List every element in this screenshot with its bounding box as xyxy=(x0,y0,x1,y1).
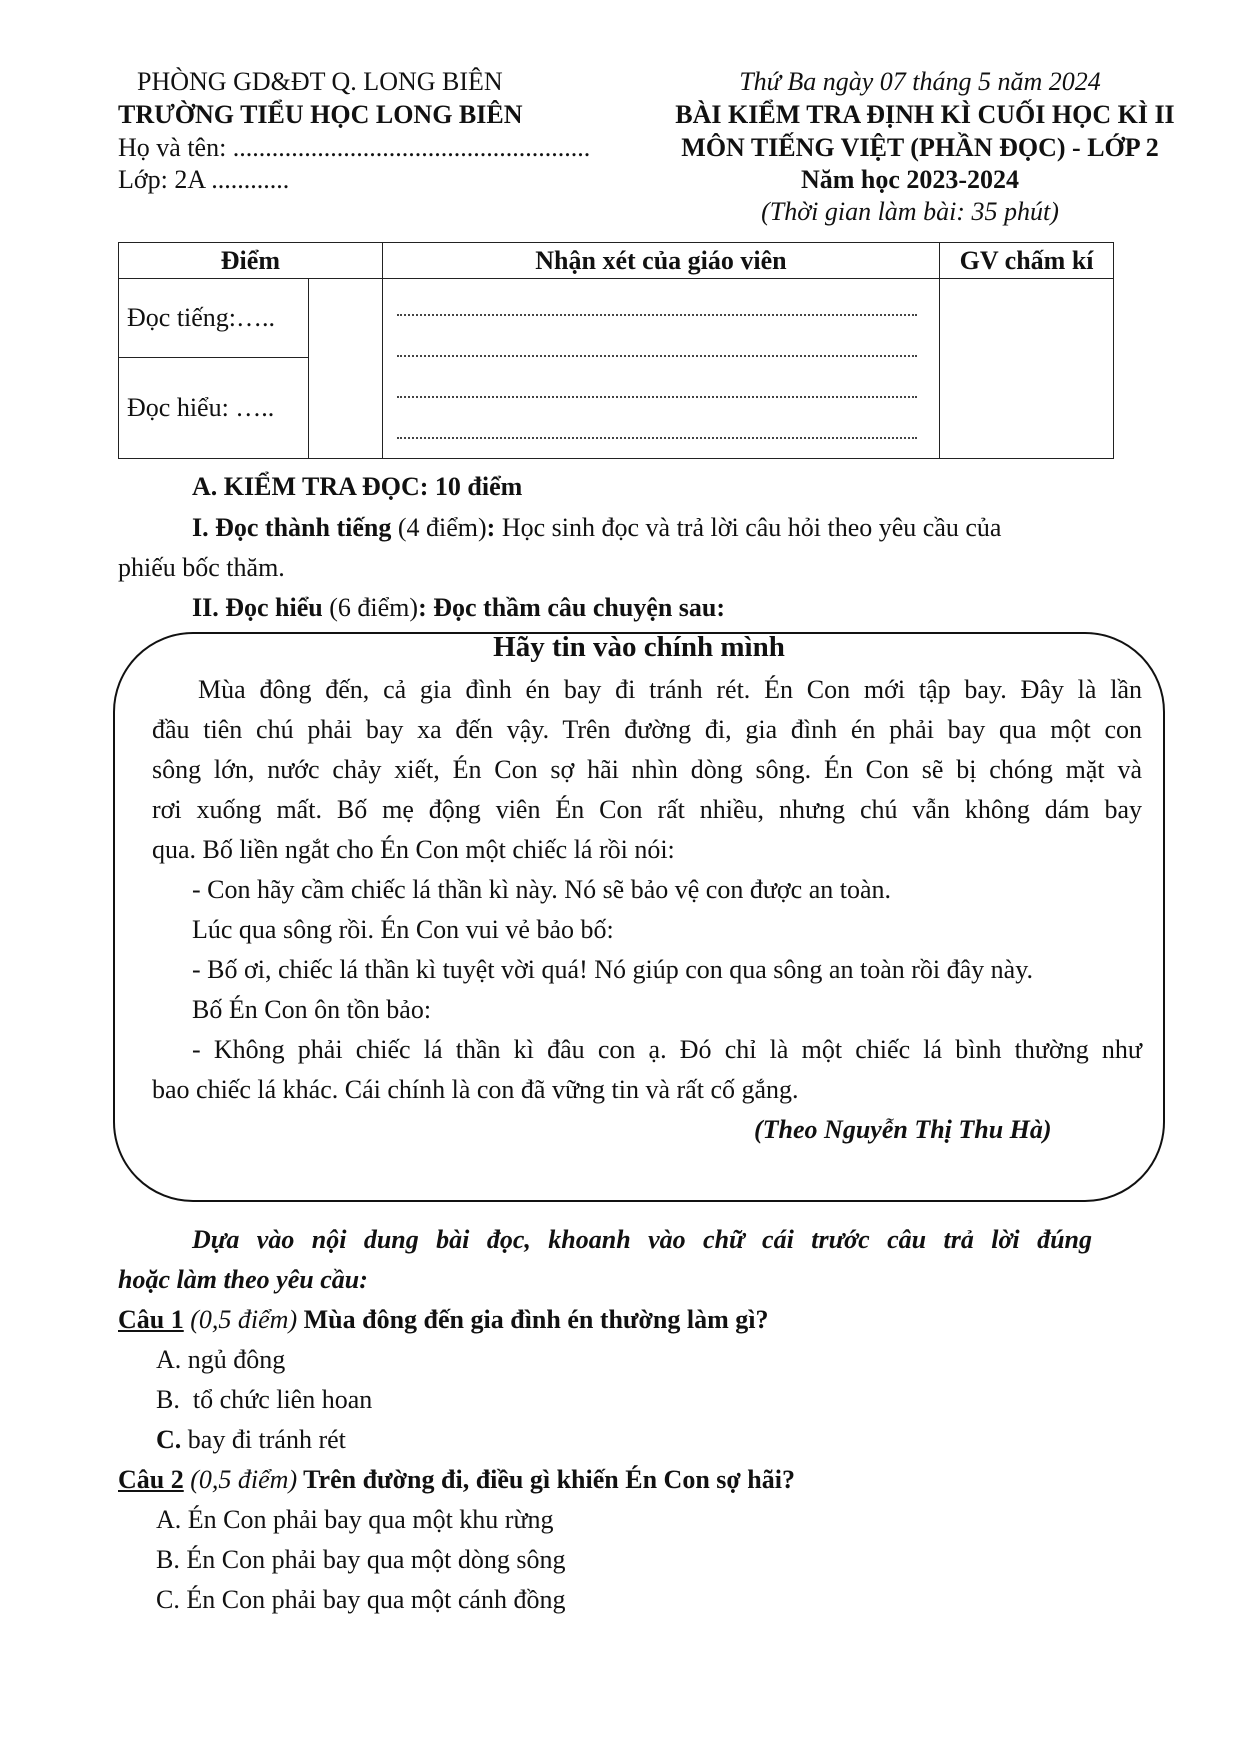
option-text: Én Con phải bay qua một dòng sông xyxy=(186,1545,566,1574)
answer-option-2a[interactable] xyxy=(156,1504,554,1535)
school-name: TRƯỜNG TIỂU HỌC LONG BIÊN xyxy=(118,100,523,129)
department-name: PHÒNG GD&ĐT Q. LONG BIÊN xyxy=(137,67,503,96)
part2-points: (6 điểm) xyxy=(322,593,419,622)
school-year: Năm học 2023-2024 xyxy=(800,165,1020,194)
story-line: đầu tiên chú phải bay xa đến vậy. Trên đường đi, gia đình én phải bay qua một con xyxy=(152,715,1142,744)
answer-option-1c[interactable] xyxy=(156,1424,346,1455)
option-letter: B. xyxy=(156,1385,180,1414)
answer-option-2c[interactable] xyxy=(156,1584,565,1615)
comment-column-header: Nhận xét của giáo viên xyxy=(382,243,939,279)
story-line: Lúc qua sông rồi. Én Con vui vẻ bảo bố: xyxy=(192,915,614,944)
score-column-header: Điểm xyxy=(119,243,383,279)
exam-date: Thứ Ba ngày 07 tháng 5 năm 2024 xyxy=(739,67,1101,96)
score-table xyxy=(118,242,1114,459)
part2-line xyxy=(192,592,725,623)
section-a-title: A. KIỂM TRA ĐỌC: 10 điểm xyxy=(192,472,523,501)
story-line: Bố Én Con ôn tồn bảo: xyxy=(192,995,432,1024)
reading-aloud-score-label: Đọc tiếng:….. xyxy=(119,279,309,358)
teacher-comment-cell[interactable] xyxy=(382,279,939,459)
option-letter: A. xyxy=(156,1345,182,1374)
exam-title: BÀI KIỂM TRA ĐỊNH KÌ CUỐI HỌC KÌ II xyxy=(675,100,1175,129)
question-text: Mùa đông đến gia đình én thường làm gì? xyxy=(297,1305,769,1334)
question-number: Câu 2 xyxy=(118,1465,184,1494)
part1-colon: : xyxy=(486,513,496,542)
reading-comprehension-score-label: Đọc hiểu: ….. xyxy=(119,358,309,459)
option-text: Én Con phải bay qua một khu rừng xyxy=(187,1505,554,1534)
option-letter: C. xyxy=(156,1585,180,1614)
story-line: bao chiếc lá khác. Cái chính là con đã vững tin và rất cố gắng. xyxy=(152,1075,799,1104)
story-source: (Theo Nguyễn Thị Thu Hà) xyxy=(754,1115,1052,1144)
instruction-line: hoặc làm theo yêu cầu: xyxy=(118,1265,368,1294)
teacher-signature-cell[interactable] xyxy=(940,279,1114,459)
story-line: Mùa đông đến, cả gia đình én bay đi tránh rét. Én Con mới tập bay. Đây là lần xyxy=(198,675,1142,704)
option-letter: A. xyxy=(156,1505,182,1534)
part2-text: : Đọc thầm câu chuyện sau: xyxy=(418,593,726,622)
option-text: Én Con phải bay qua một cánh đồng xyxy=(186,1585,566,1614)
student-name-field[interactable]: Họ và tên: ....................................................... xyxy=(118,133,591,162)
part1-text-cont: phiếu bốc thăm. xyxy=(118,553,285,582)
question-2 xyxy=(118,1464,795,1495)
comment-line xyxy=(397,436,917,439)
story-line: sông lớn, nước chảy xiết, Én Con sợ hãi nhìn dòng sông. Én Con sẽ bị chóng mặt và xyxy=(152,755,1142,784)
option-text: ngủ đông xyxy=(187,1345,286,1374)
total-score-cell[interactable] xyxy=(308,279,382,459)
story-line: - Không phải chiếc lá thần kì đâu con ạ. Đó chỉ là một chiếc lá bình thường như xyxy=(192,1035,1142,1064)
answer-option-2b[interactable] xyxy=(156,1544,565,1575)
option-text: tổ chức liên hoan xyxy=(192,1385,373,1414)
story-line: rơi xuống mất. Bố mẹ động viên Én Con rất nhiều, nhưng chú vẫn không dám bay xyxy=(152,795,1142,824)
part2-label: II. Đọc hiểu xyxy=(192,593,323,622)
instruction-line: Dựa vào nội dung bài đọc, khoanh vào chữ cái trước câu trả lời đúng xyxy=(192,1225,1092,1254)
question-points: (0,5 điểm) xyxy=(183,1465,298,1494)
option-text: bay đi tránh rét xyxy=(187,1425,346,1454)
signature-column-header: GV chấm kí xyxy=(940,243,1114,279)
exam-duration: (Thời gian làm bài: 35 phút) xyxy=(761,197,1059,226)
option-letter: C. xyxy=(156,1425,182,1454)
part1-line xyxy=(192,512,1130,543)
story-line: - Con hãy cầm chiếc lá thần kì này. Nó sẽ bảo vệ con được an toàn. xyxy=(192,875,892,904)
answer-option-1b[interactable] xyxy=(156,1384,372,1415)
story-line: qua. Bố liền ngắt cho Én Con một chiếc lá rồi nói: xyxy=(152,835,675,864)
part1-points: (4 điểm) xyxy=(391,513,487,542)
option-letter: B. xyxy=(156,1545,180,1574)
exam-subject: MÔN TIẾNG VIỆT (PHẦN ĐỌC) - LỚP 2 xyxy=(681,133,1159,162)
story-line: - Bố ơi, chiếc lá thần kì tuyệt vời quá! Nó giúp con qua sông an toàn rồi đây này. xyxy=(192,955,1034,984)
question-points: (0,5 điểm) xyxy=(183,1305,298,1334)
class-field[interactable]: Lớp: 2A ............ xyxy=(118,165,290,194)
question-1 xyxy=(118,1304,769,1335)
question-number: Câu 1 xyxy=(118,1305,184,1334)
part1-label: I. Đọc thành tiếng xyxy=(192,513,392,542)
question-text: Trên đường đi, điều gì khiến Én Con sợ hãi? xyxy=(297,1465,795,1494)
story-title: Hãy tin vào chính mình xyxy=(493,631,785,663)
part1-text: Học sinh đọc và trả lời câu hỏi theo yêu cầu của xyxy=(495,513,1002,542)
answer-option-1a[interactable] xyxy=(156,1344,285,1375)
